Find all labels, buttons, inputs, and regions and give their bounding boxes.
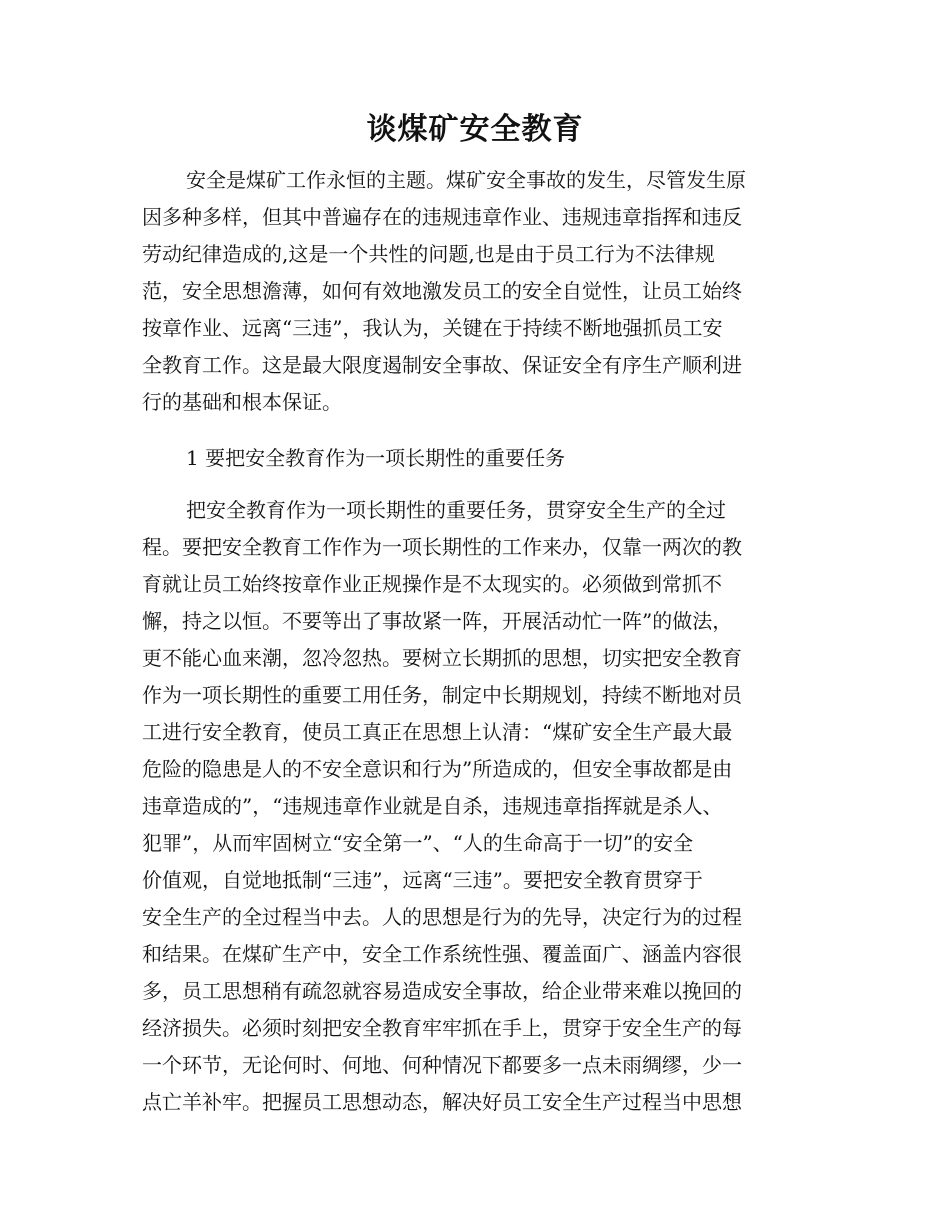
paragraph-2-line-4: 懈，持之以恒。不要等出了事故紧一阵，开展活动忙一阵”的做法， [142,609,733,633]
paragraph-2-line-17: 点亡羊补牢。把握员工思想动态，解决好员工安全生产过程当中思想 [142,1090,742,1114]
paragraph-1-line-7: 行的基础和根本保证。 [142,390,342,414]
paragraph-1-line-6: 全教育工作。这是最大限度遏制安全事故、保证安全有序生产顺利进 [142,353,742,377]
paragraph-2-line-1: 把安全教育作为一项长期性的重要任务，贯穿安全生产的全过 [186,498,726,522]
paragraph-1-line-5: 按章作业、远离“三违”，我认为，关键在于持续不断地强抓员工安 [142,316,723,340]
paragraph-2-line-3: 育就让员工始终按章作业正规操作是不太现实的。必须做到常抓不 [142,572,722,596]
section-1-heading: 1 要把安全教育作为一项长期性的重要任务 [186,446,566,470]
paragraph-1-line-2: 因多种多样，但其中普遍存在的违规违章作业、违规违章指挥和违反 [142,205,742,229]
document-title: 谈煤矿安全教育 [366,112,584,147]
paragraph-2-line-15: 经济损失。必须时刻把安全教育牢牢抓在手上，贯穿于安全生产的每 [142,1016,742,1040]
paragraph-2-line-5: 更不能心血来潮，忽冷忽热。要树立长期抓的思想，切实把安全教育 [142,646,742,670]
paragraph-2-line-2: 程。要把安全教育工作作为一项长期性的工作来办，仅靠一两次的教 [142,535,742,559]
paragraph-2-line-8: 危险的隐患是人的不安全意识和行为”所造成的，但安全事故都是由 [142,757,733,781]
paragraph-2-line-11: 价值观，自觉地抵制“三违”，远离“三违”。要把安全教育贯穿于 [142,868,703,892]
paragraph-1-line-4: 范，安全思想澹薄，如何有效地激发员工的安全自觉性，让员工始终 [142,279,742,303]
paragraph-2-line-13: 和结果。在煤矿生产中，安全工作系统性强、覆盖面广、涵盖内容很 [142,942,742,966]
paragraph-2-line-12: 安全生产的全过程当中去。人的思想是行为的先导，决定行为的过程 [142,905,742,929]
paragraph-2-line-7: 工进行安全教育，使员工真正在思想上认清：“煤矿安全生产最大最 [142,720,733,744]
paragraph-2-line-10: 犯罪”，从而牢固树立“安全第一”、“人的生命高于一切”的安全 [142,831,694,855]
paragraph-1-line-3: 劳动纪律造成的,这是一个共性的问题,也是由于员工行为不法律规 [142,242,715,266]
paragraph-2-line-14: 多，员工思想稍有疏忽就容易造成安全事故，给企业带来难以挽回的 [142,979,742,1003]
paragraph-2-line-16: 一个环节，无论何时、何地、何种情况下都要多一点未雨绸缪，少一 [142,1053,742,1077]
paragraph-2-line-6: 作为一项长期性的重要工用任务，制定中长期规划，持续不断地对员 [142,683,742,707]
paragraph-1-line-1: 安全是煤矿工作永恒的主题。煤矿安全事故的发生，尽管发生原 [186,168,746,192]
paragraph-2-line-9: 违章造成的”，“违规违章作业就是自杀，违规违章指挥就是杀人、 [142,794,723,818]
